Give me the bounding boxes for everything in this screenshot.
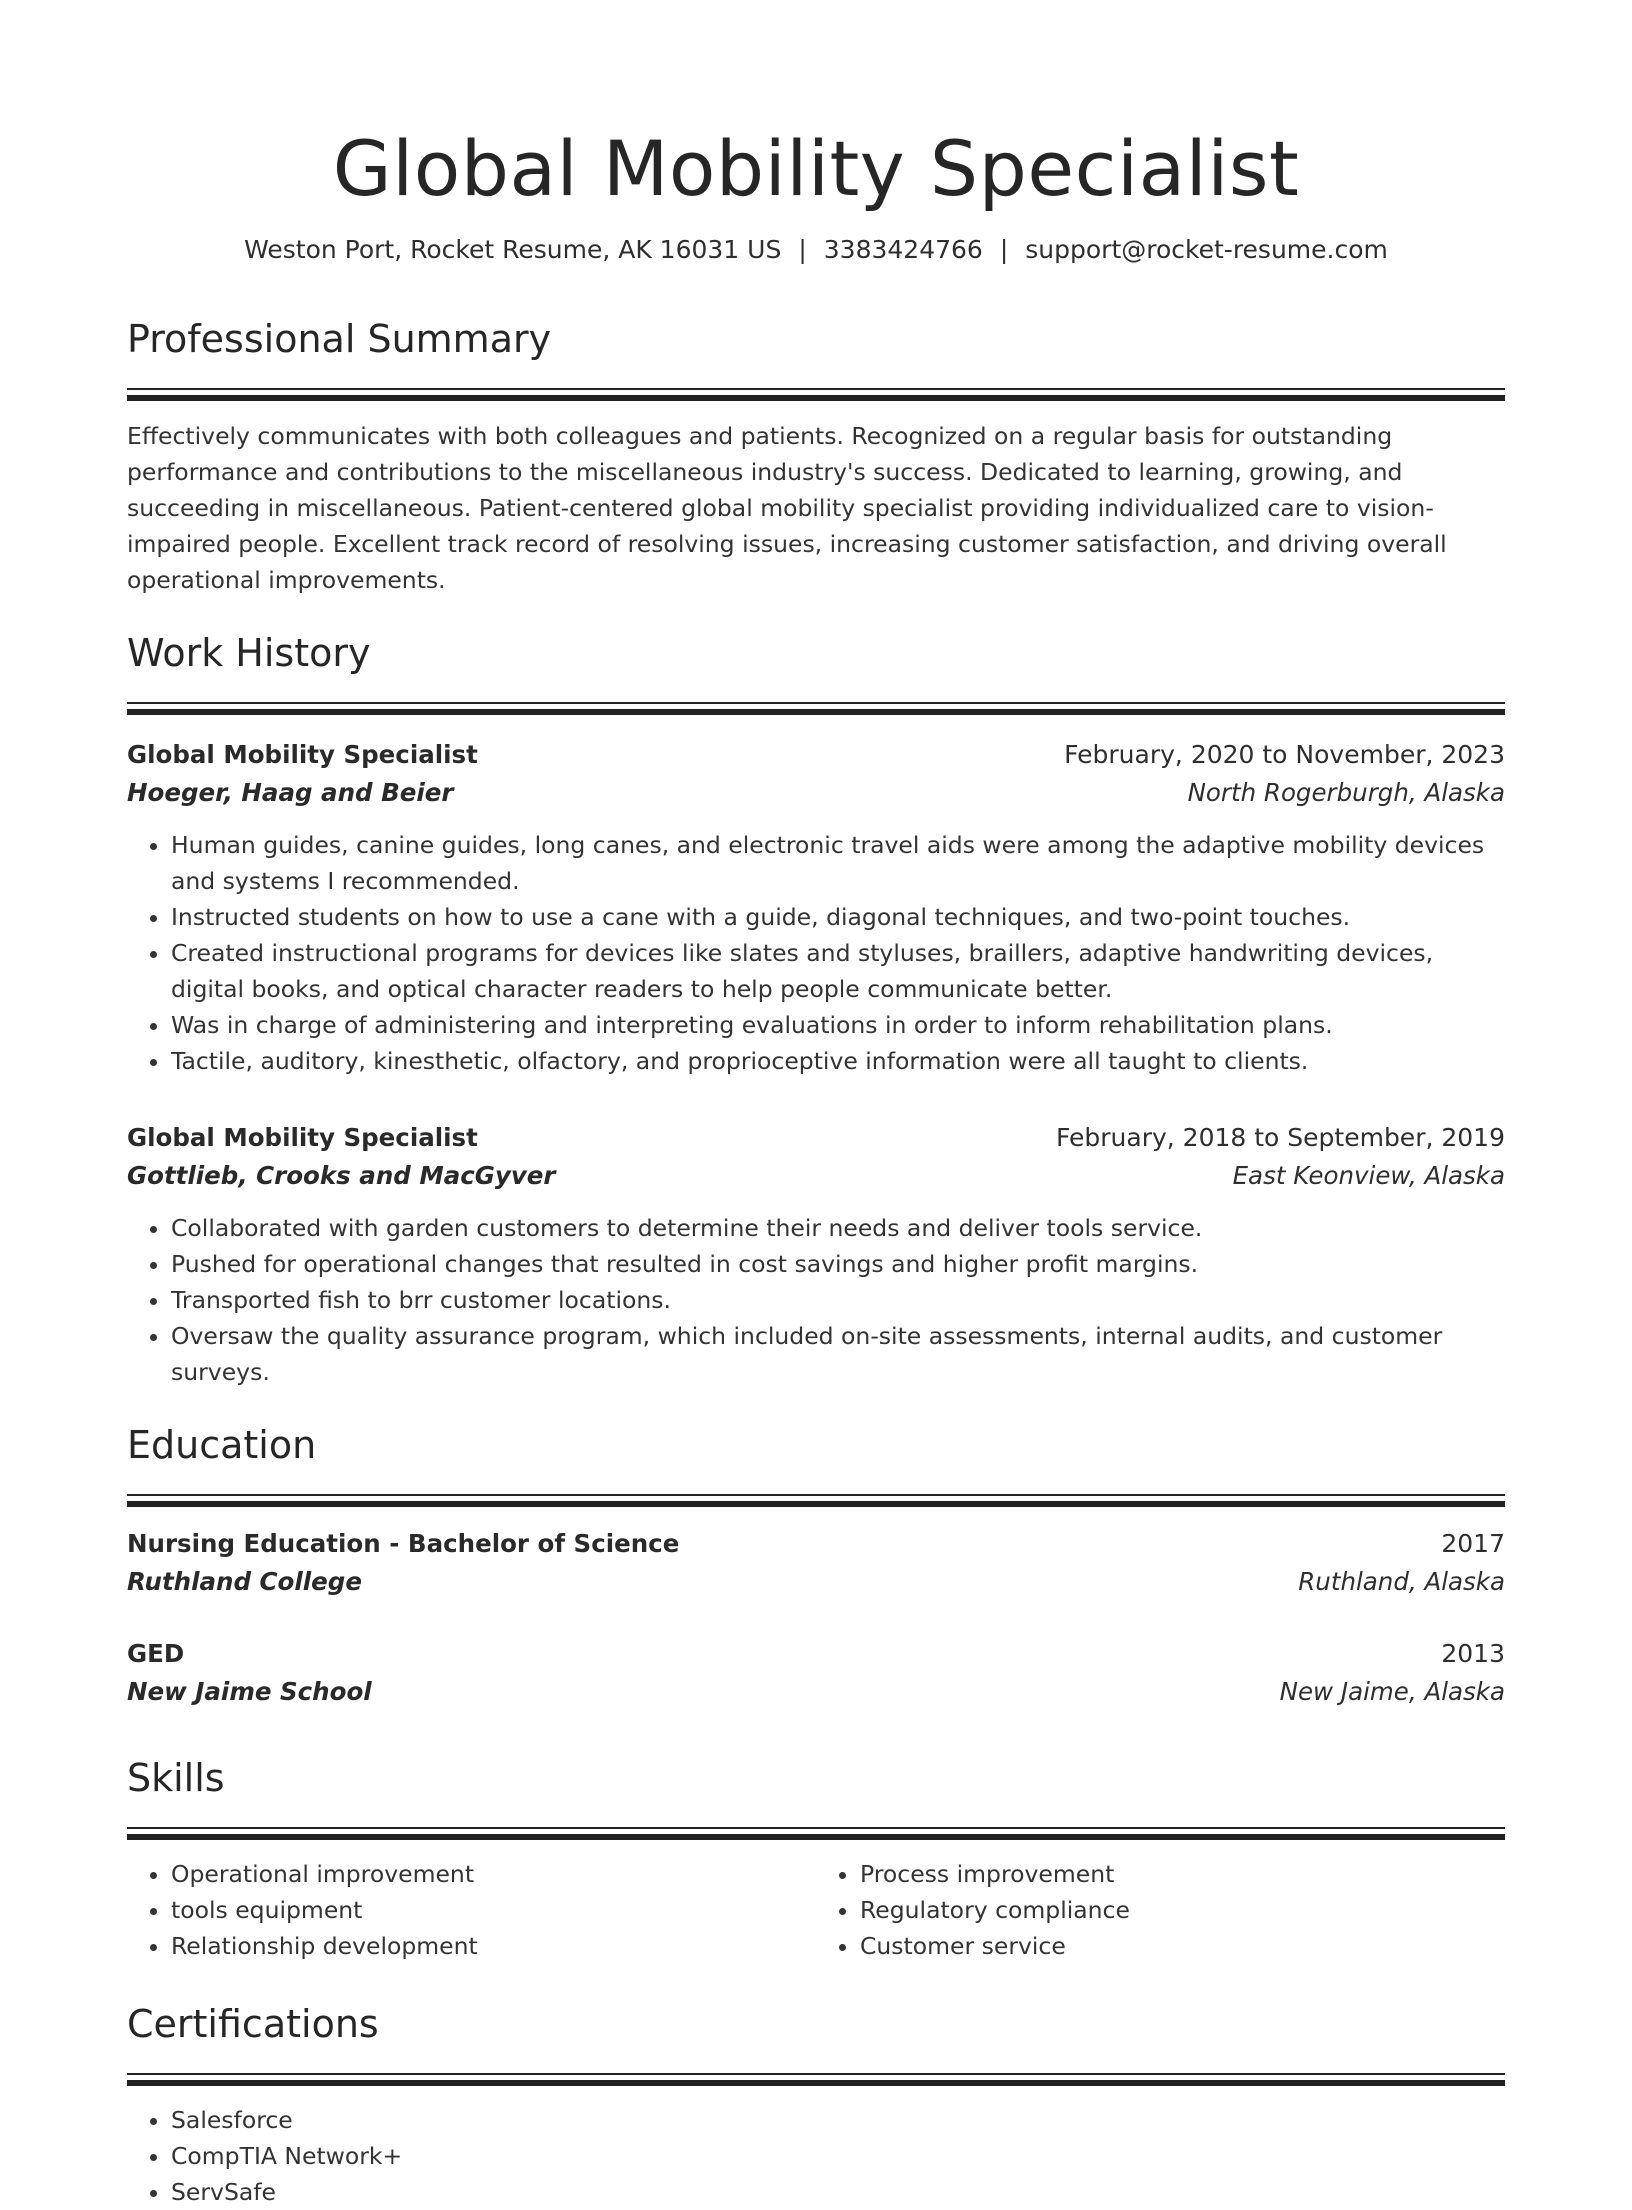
certification-item: • ServSafe [171, 2174, 1505, 2210]
education-entry [127, 1635, 1505, 1711]
job-company: Gottlieb, Crooks and MacGyver [127, 1161, 556, 1190]
job-entry [127, 736, 1505, 1079]
job-dates: February, 2018 to September, 2019 [1056, 1123, 1505, 1152]
education-school: Ruthland College [127, 1567, 362, 1596]
job-bullet: • Instructed students on how to use a cane with a guide, diagonal techniques, and two-point touches. [171, 899, 1505, 935]
skills-section [127, 1753, 1505, 1964]
certification-item: • CompTIA Network+ [171, 2138, 1505, 2174]
section-divider [127, 388, 1505, 401]
job-bullets [127, 827, 1505, 1079]
skill-item: • tools equipment [171, 1892, 816, 1928]
section-divider [127, 2073, 1505, 2086]
education-entry [127, 1525, 1505, 1601]
job-bullet: • Was in charge of administering and interpreting evaluations in order to inform rehabilitation plans. [171, 1007, 1505, 1043]
skill-item: • Relationship development [171, 1928, 816, 1964]
education-year: 2017 [1441, 1529, 1505, 1558]
job-entry [127, 1119, 1505, 1390]
job-bullet: • Oversaw the quality assurance program, which included on-site assessments, internal audits, and customer surveys. [171, 1318, 1505, 1390]
skills-column-right [816, 1856, 1505, 1964]
contact-line [127, 233, 1505, 267]
job-bullet: • Pushed for operational changes that resulted in cost savings and higher profit margins. [171, 1246, 1505, 1282]
education-section [127, 1420, 1505, 1711]
education-school: New Jaime School [127, 1677, 372, 1706]
job-location: East Keonview, Alaska [1232, 1161, 1505, 1190]
contact-email: support@rocket-resume.com [1025, 235, 1388, 264]
certification-item: • Salesforce [171, 2102, 1505, 2138]
job-location: North Rogerburgh, Alaska [1187, 778, 1505, 807]
contact-separator: | [999, 235, 1009, 264]
summary-section [127, 314, 1505, 598]
section-divider [127, 702, 1505, 715]
summary-text: Effectively communicates with both colleagues and patients. Recognized on a regular basis for outstanding performance and contributions to the miscellaneous industry's success. Dedicated to learning, growing, and succeeding in miscellaneous. Patient-centered global mobility specialist providing individualized care to vision-impaired people. Excellent track record of resolving issues, increasing customer satisfaction, and driving overall operational improvements. [127, 422, 1447, 594]
job-bullet: • Tactile, auditory, kinesthetic, olfactory, and proprioceptive information were all taught to clients. [171, 1043, 1505, 1079]
skill-item: • Regulatory compliance [860, 1892, 1505, 1928]
job-bullet: • Human guides, canine guides, long canes, and electronic travel aids were among the adaptive mobility devices and systems I recommended. [171, 827, 1505, 899]
job-title: Global Mobility Specialist [127, 740, 478, 769]
section-title-certifications: Certifications [127, 2002, 379, 2046]
job-bullet: • Transported fish to brr customer locations. [171, 1282, 1505, 1318]
job-bullet: • Created instructional programs for devices like slates and styluses, braillers, adaptive handwriting devices, digital books, and optical character readers to help people communicate better. [171, 935, 1505, 1007]
section-title-education: Education [127, 1423, 317, 1467]
section-divider [127, 1827, 1505, 1840]
job-title: Global Mobility Specialist [127, 1123, 478, 1152]
resume-name: Global Mobility Specialist [332, 124, 1300, 213]
job-company: Hoeger, Haag and Beier [127, 778, 454, 807]
education-location: Ruthland, Alaska [1298, 1567, 1505, 1596]
job-bullets [127, 1210, 1505, 1390]
skills-grid [127, 1856, 1505, 1964]
contact-separator: | [798, 235, 807, 264]
certifications-section [127, 1999, 1505, 2210]
skill-item: • Operational improvement [171, 1856, 816, 1892]
skill-item: • Customer service [860, 1928, 1505, 1964]
section-title-skills: Skills [127, 1756, 225, 1800]
skill-item: • Process improvement [860, 1856, 1505, 1892]
work-history-section [127, 628, 1505, 1390]
skills-column-left [127, 1856, 816, 1964]
education-year: 2013 [1441, 1639, 1505, 1668]
job-bullet: • Collaborated with garden customers to determine their needs and deliver tools service. [171, 1210, 1505, 1246]
section-divider [127, 1494, 1505, 1507]
section-title-work-history: Work History [127, 631, 371, 675]
contact-phone: 3383424766 [823, 235, 983, 264]
contact-address: Weston Port, Rocket Resume, AK 16031 US [244, 235, 782, 264]
certifications-list [127, 2102, 1505, 2210]
education-degree: Nursing Education - Bachelor of Science [127, 1529, 680, 1558]
education-location: New Jaime, Alaska [1279, 1677, 1505, 1706]
section-title-summary: Professional Summary [127, 317, 552, 361]
job-dates: February, 2020 to November, 2023 [1064, 740, 1505, 769]
education-degree: GED [127, 1639, 185, 1668]
